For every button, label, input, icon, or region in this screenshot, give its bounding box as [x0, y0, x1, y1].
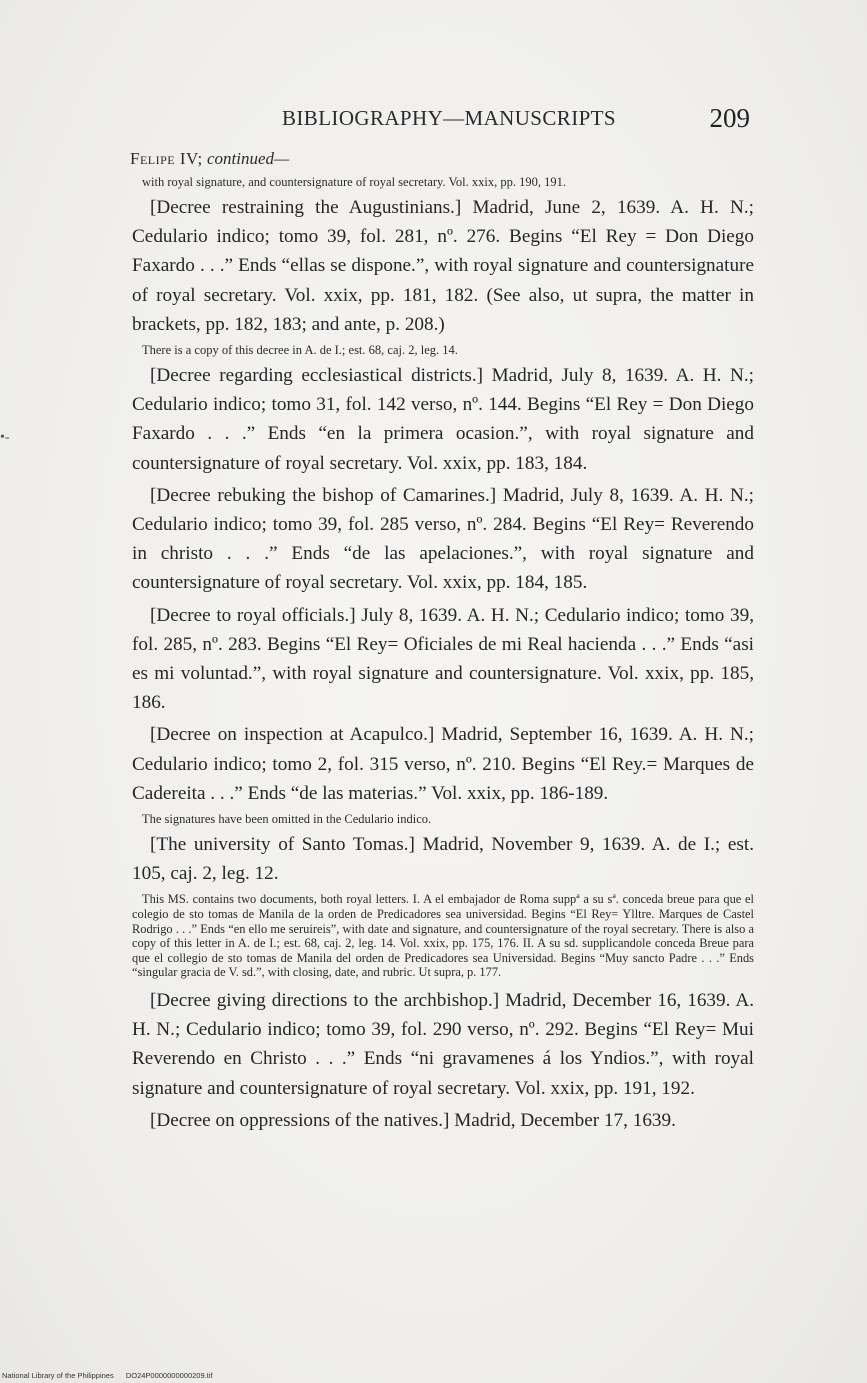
entry-note: This MS. contains two documents, both royal letters. I. A el embajador de Roma suppª a su sª. conceda breue para que el colegio de sto tomas de Manila de la orden de Predicadores sea universidad. Begins “El Rey= Ylltre. Marques de Castel Rodrigo . . .” Ends “en ello me seruireis”, with date and signature, and countersignature of the royal secretary. There is also a copy of this letter in A. de I.; est. 68, caj. 2, leg. 14. Vol. xxix, pp. 175, 176. II. A su sd. supplicandole conceda Breue para que el collegio de sto tomas de Manila del orden de Predicadores sea Universidad. Begins “Muy sancto Padre . . .” Ends “singular gracia de V. sd.”, with closing, date, and rubric. Ut supra, p. 177.	[132, 892, 754, 980]
section-heading	[130, 148, 754, 170]
margin-mark: •-	[0, 430, 10, 445]
entry-ecclesiastical-districts: [Decree regarding ecclesiastical districts.] Madrid, July 8, 1639. A. H. N.; Cedulario indico; tomo 31, fol. 142 verso, nº. 144. Begins “El Rey = Don Diego Faxardo . . .” Ends “en la primera ocasion.”, with royal signature and countersignature of royal secretary. Vol. xxix, pp. 183, 184.	[132, 365, 754, 474]
bibliography-content	[132, 148, 754, 1138]
section-continued: continued—	[207, 149, 290, 168]
entry-augustinians: [Decree restraining the Augustinians.] Madrid, June 2, 1639. A. H. N.; Cedulario indico; tomo 39, fol. 281, nº. 276. Begins “El Rey = Don Diego Faxardo . . .” Ends “ellas se dispone.”, with royal signature and countersignature of royal secretary. Vol. xxix, pp. 181, 182. (See also, ut supra, the matter in brackets, pp. 182, 183; and ante, p. 208.)	[132, 197, 754, 335]
entry-acapulco: [Decree on inspection at Acapulco.] Madrid, September 16, 1639. A. H. N.; Cedulario indico; tomo 2, fol. 315 verso, nº. 210. Begins “El Rey.= Marques de Cadereita . . .” Ends “de las materias.” Vol. xxix, pp. 186-189.	[132, 724, 754, 804]
page-number: 209	[709, 103, 750, 133]
lead-note: with royal signature, and countersignature of royal secretary. Vol. xxix, pp. 190, 191.	[142, 175, 566, 189]
running-title: BIBLIOGRAPHY—MANUSCRIPTS	[282, 106, 616, 130]
entry-santo-tomas: [The university of Santo Tomas.] Madrid, November 9, 1639. A. de I.; est. 105, caj. 2, leg. 12.	[132, 834, 754, 885]
section-name: Felipe IV;	[130, 149, 203, 168]
image-id: DO24P0000000000209.tif	[125, 1371, 213, 1380]
page-header	[130, 103, 756, 137]
entry-note: There is a copy of this decree in A. de I.; est. 68, caj. 2, leg. 14.	[142, 343, 458, 358]
library-name: National Library of the Philippines	[2, 1371, 114, 1380]
scan-footer	[2, 1371, 223, 1380]
entry-archbishop: [Decree giving directions to the archbishop.] Madrid, December 16, 1639. A. H. N.; Cedulario indico; tomo 39, fol. 290 verso, nº. 292. Begins “El Rey= Mui Reverendo en Christo . . .” Ends “ni gravamenes á los Yndios.”, with royal signature and countersignature of royal secretary. Vol. xxix, pp. 191, 192.	[132, 990, 754, 1099]
entry-note: The signatures have been omitted in the Cedulario indico.	[142, 812, 432, 827]
entry-oppressions: [Decree on oppressions of the natives.] Madrid, December 17, 1639.	[150, 1109, 676, 1131]
entry-royal-officials: [Decree to royal officials.] July 8, 1639. A. H. N.; Cedulario indico; tomo 39, fol. 285, nº. 283. Begins “El Rey= Oficiales de mi Real hacienda . . .” Ends “asi es mi voluntad.”, with royal signature and countersignature. Vol. xxix, pp. 185, 186.	[132, 604, 754, 714]
entry-bishop-camarines: [Decree rebuking the bishop of Camarines.] Madrid, July 8, 1639. A. H. N.; Cedulario indico; tomo 39, fol. 285 verso, nº. 284. Begins “El Rey= Reverendo in christo . . .” Ends “de las apelaciones.”, with royal signature and countersignature of royal secretary. Vol. xxix, pp. 184, 185.	[132, 484, 754, 594]
